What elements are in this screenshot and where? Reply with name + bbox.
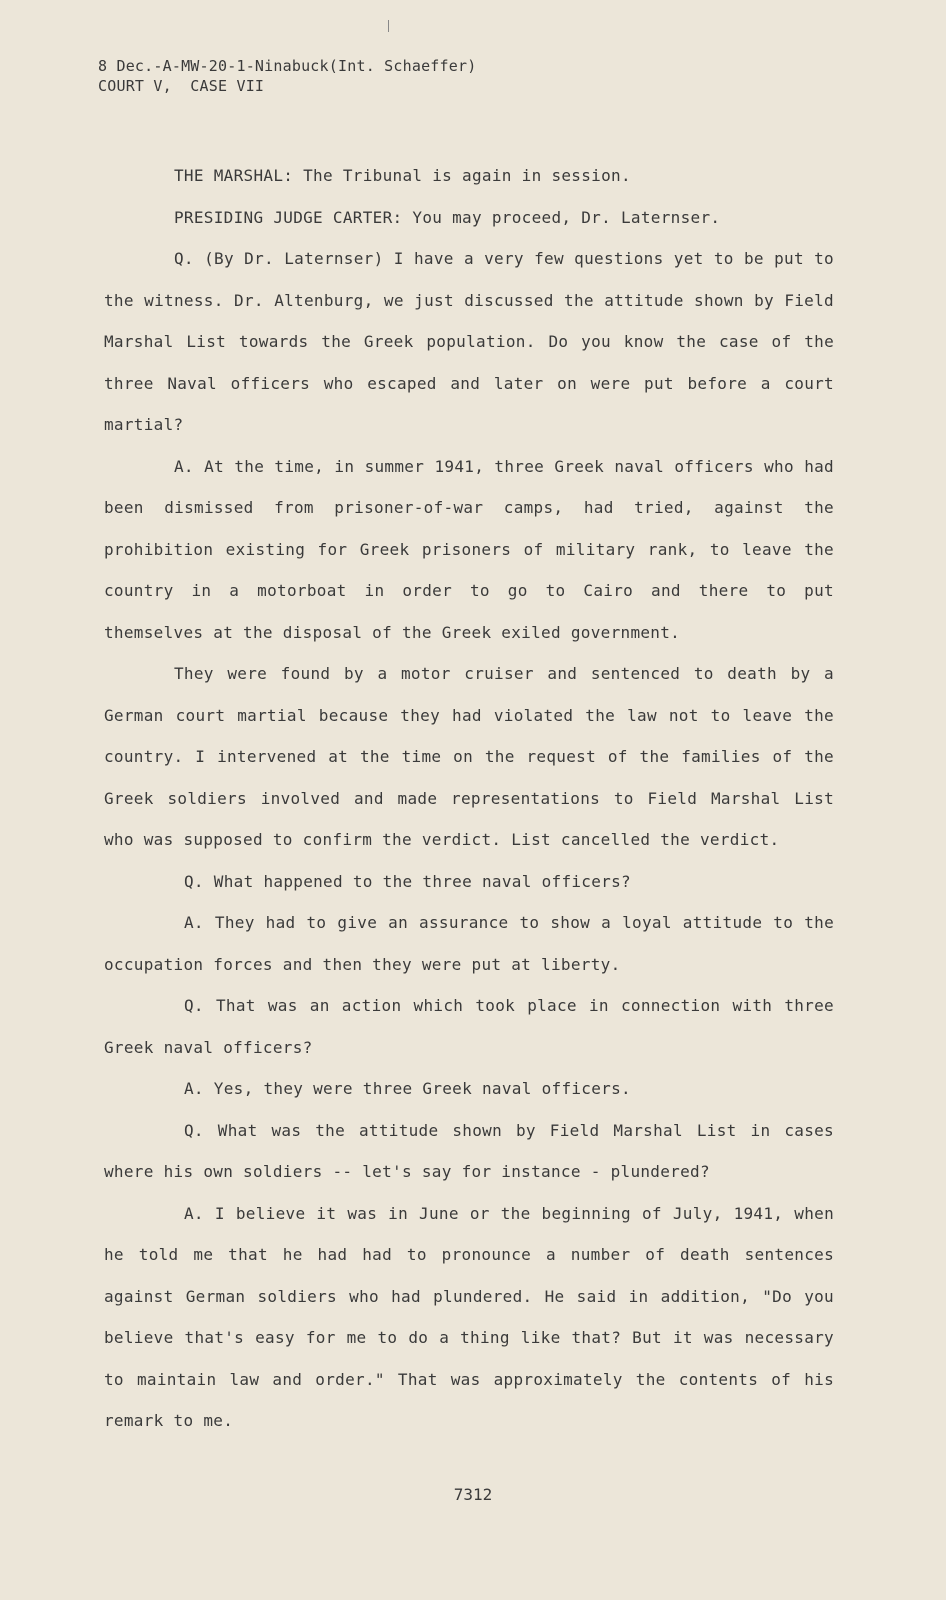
transcript-paragraph: A. Yes, they were three Greek naval officers. [184, 1079, 631, 1098]
transcript-paragraph: Q. What happened to the three naval officers? [184, 871, 631, 891]
header-line-2: COURT V, CASE VII [98, 77, 265, 95]
transcript-paragraph: A. At the time, in summer 1941, three Greek naval officers who had been dismissed from prisoner-of-war camps, had tried, against the prohibition existing for Greek prisoners of military rank, to leave the country in a motorboat in order to go to Cairo and there to put themselves at the disposal of the Greek exiled government. [104, 456, 834, 642]
header-line-1: 8 Dec.-A-MW-20-1-Ninabuck(Int. Schaeffer) [98, 57, 477, 75]
transcript-paragraph: Q. What was the attitude shown by Field Marshal List in cases where his own soldiers -- let's say for instance - plundered? [104, 1120, 834, 1181]
transcript-paragraph: They were found by a motor cruiser and sentenced to death by a German court martial because they had violated the law not to leave the country. I intervened at the time on the request of the families of the Greek soldiers involved and made representations to Field Marshal List who was supposed to confirm the verdict. List cancelled the verdict. [104, 664, 834, 849]
transcript-paragraph: Q. That was an action which took place in connection with three Greek naval officers? [104, 996, 834, 1057]
transcript-paragraph: THE MARSHAL: The Tribunal is again in session. [174, 166, 631, 185]
document-header [98, 56, 476, 96]
transcript-paragraph: A. I believe it was in June or the beginning of July, 1941, when he told me that he had had to pronounce a number of death sentences against German soldiers who had plundered. He said in addition, "Do you believe that's easy for me to do a thing like that? But it was necessary to maintain law and order." That was approximately the contents of his remark to me. [104, 1203, 834, 1430]
page-number: 7312 [453, 1485, 493, 1504]
scan-mark [388, 20, 389, 32]
transcript-paragraph: PRESIDING JUDGE CARTER: You may proceed, Dr. Laternser. [174, 207, 721, 227]
transcript-paragraph: Q. (By Dr. Laternser) I have a very few questions yet to be put to the witness. Dr. Altenburg, we just discussed the attitude shown by Field Marshal List towards the Greek population. Do you know the case of the three Naval officers who escaped and later on were put before a court martial? [104, 249, 834, 434]
transcript-body [104, 155, 834, 1442]
transcript-paragraph: A. They had to give an assurance to show a loyal attitude to the occupation forces and then they were put at liberty. [104, 913, 834, 974]
